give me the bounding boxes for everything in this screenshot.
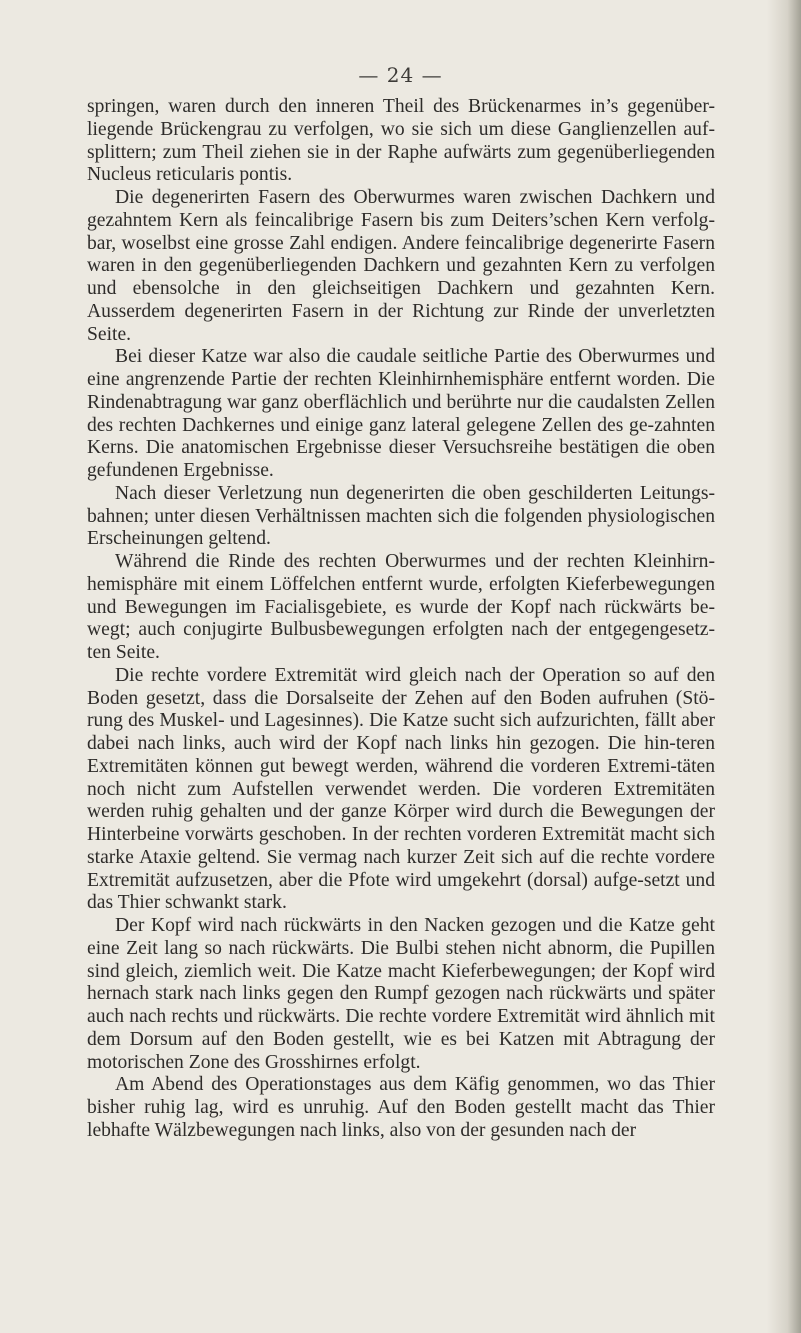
page-number: — 24 — (358, 63, 443, 87)
paragraph-7: Der Kopf wird nach rückwärts in den Nacken gezogen und die Katze geht eine Zeit lang so nach rückwärts. Die Bulbi stehen nicht abnorm, die Pupillen sind gleich, ziemlich weit. Die Katze macht Kieferbewegungen; der Kopf wird hernach stark nach links gegen den Rumpf gezogen nach rückwärts und später auch nach rechts und rückwärts. Die rechte vordere Extremität wird ähnlich mit dem Dorsum auf den Boden gestellt, wie es bei Katzen mit Abtragung der motorischen Zone des Grosshirnes erfolgt. (87, 915, 715, 1073)
paragraph-3: Bei dieser Katze war also die caudale seitliche Partie des Oberwurmes und eine angrenzende Partie der rechten Kleinhirnhemisphäre entfernt worden. Die Rindenabtragung war ganz oberflächlich und berührte nur die caudalsten Zellen des rechten Dachkernes und einige ganz lateral gelegene Zellen des ge-zahnten Kerns. Die anatomischen Ergebnisse dieser Versuchsreihe bestätigen die oben gefundenen Ergebnisse. (87, 346, 715, 481)
paragraph-6: Die rechte vordere Extremität wird gleich nach der Operation so auf den Boden gesetzt, dass die Dorsalseite der Zehen auf den Boden aufruhen (Stö-rung des Muskel- und Lagesinnes). Die Katze sucht sich aufzurichten, fällt aber dabei nach links, auch wird der Kopf nach links hin gezogen. Die hin-teren Extremitäten können gut bewegt werden, während die vorderen Extremi-täten noch nicht zum Aufstellen verwendet werden. Die vorderen Extremitäten werden ruhig gehalten und der ganze Körper wird durch die Bewegungen der Hinterbeine vorwärts geschoben. In der rechten vorderen Extremität macht sich starke Ataxie geltend. Sie vermag nach kurzer Zeit sich auf die rechte vordere Extremität aufzusetzen, aber die Pfote wird umgekehrt (dorsal) aufge-setzt und das Thier schwankt stark. (87, 664, 715, 914)
paragraph-1: springen, waren durch den inneren Theil des Brückenarmes in’s gegenüber-liegende Brückengrau zu verfolgen, wo sie sich um diese Ganglienzellen auf-splittern; zum Theil ziehen sie in der Raphe aufwärts zum gegenüberliegenden Nucleus reticularis pontis. (87, 96, 715, 186)
body-text (87, 96, 715, 1143)
paragraph-5: Während die Rinde des rechten Oberwurmes und der rechten Kleinhirn-hemisphäre mit einem Löffelchen entfernt wurde, erfolgten Kieferbewegungen und Bewegungen im Facialisgebiete, es wurde der Kopf nach rückwärts be-wegt; auch conjugirte Bulbusbewegungen erfolgten nach der entgegengesetz-ten Seite. (87, 551, 715, 663)
paragraph-8: Am Abend des Operationstages aus dem Käfig genommen, wo das Thier bisher ruhig lag, wird es unruhig. Auf den Boden gestellt macht das Thier lebhafte Wälzbewegungen nach links, also von der gesunden nach der (87, 1074, 715, 1141)
page-edge-shadow (767, 0, 801, 1333)
paragraph-2: Die degenerirten Fasern des Oberwurmes waren zwischen Dachkern und gezahntem Kern als feincalibrige Fasern bis zum Deiters’schen Kern verfolg-bar, woselbst eine grosse Zahl endigen. Andere feincalibrige degenerirte Fasern waren in den gegenüberliegenden Dachkern und gezahnten Kern zu verfolgen und ebensolche in den gleichseitigen Dachkern und gezahnten Kern. Ausserdem degenerirten Fasern in der Richtung zur Rinde der unverletzten Seite. (87, 187, 715, 345)
paragraph-4: Nach dieser Verletzung nun degenerirten die oben geschilderten Leitungs-bahnen; unter diesen Verhältnissen machten sich die folgenden physiologischen Erscheinungen geltend. (87, 482, 715, 550)
